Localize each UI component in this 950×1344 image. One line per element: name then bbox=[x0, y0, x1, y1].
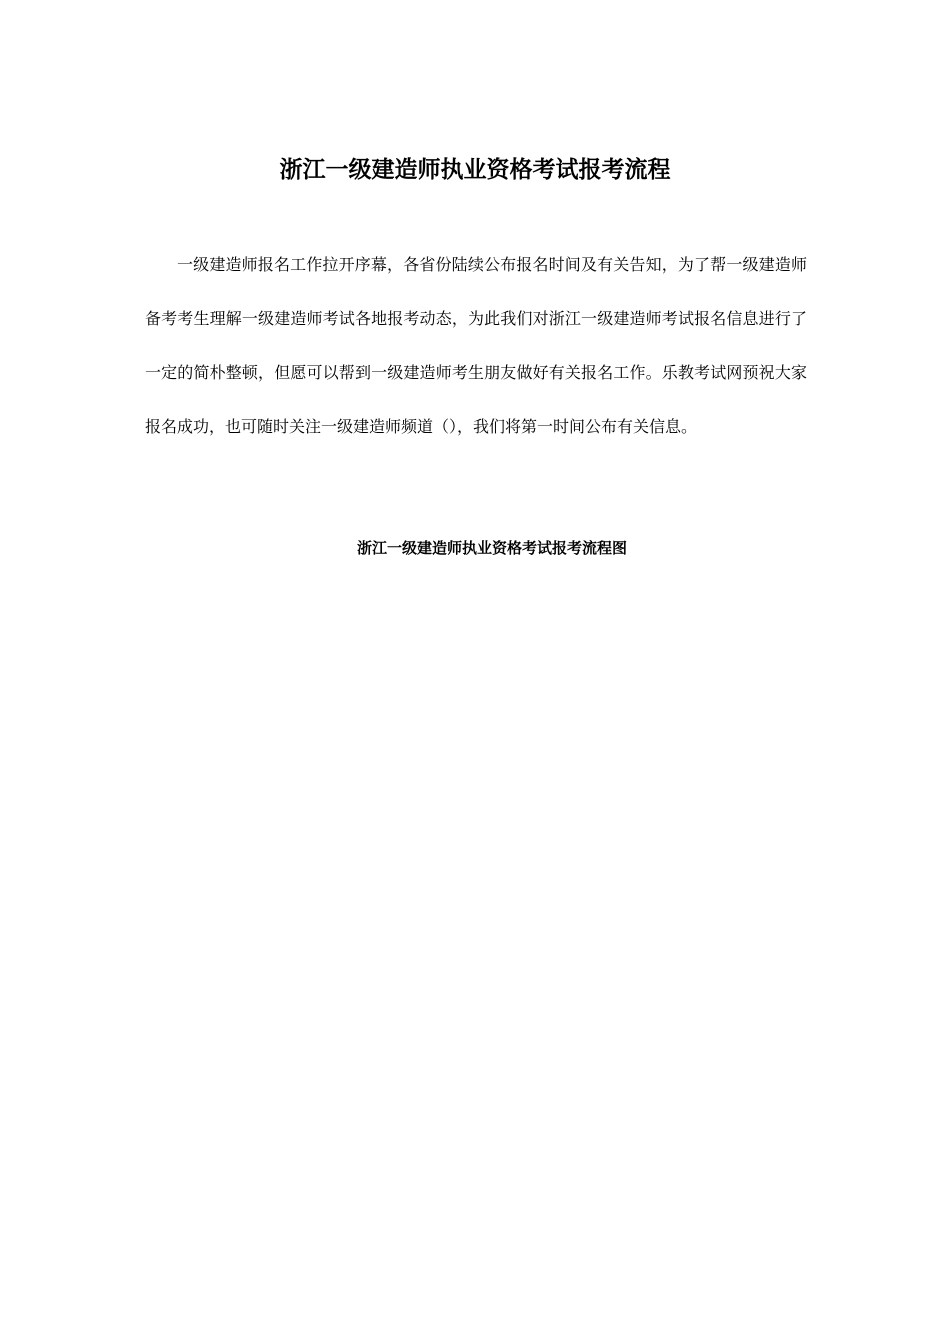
intro-paragraph: 一级建造师报名工作拉开序幕，各省份陆续公布报名时间及有关告知，为了帮一级建造师备考考生理解一级建造师考试各地报考动态，为此我们对浙江一级建造师考试报名信息进行了一定的简朴整顿，但愿可以帮到一级建造师考生朋友做好有关报名工作。乐教考试网预祝大家报名成功，也可随时关注一级建造师频道（），我们将第一时间公布有关信息。 bbox=[145, 255, 807, 436]
figure-caption: 浙江一级建造师执业资格考试报考流程图 bbox=[356, 539, 627, 557]
document-title: 浙江一级建造师执业资格考试报考流程 bbox=[279, 157, 671, 183]
